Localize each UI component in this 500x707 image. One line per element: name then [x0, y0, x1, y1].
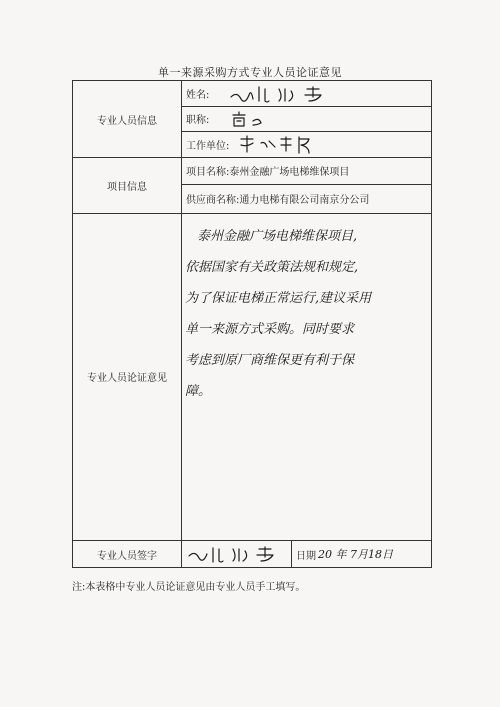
handwritten-workplace [237, 133, 327, 155]
form-title: 单一来源采购方式专业人员论证意见 [158, 66, 342, 79]
expert-info-label: 专业人员信息 [97, 115, 157, 127]
name-row [181, 81, 432, 106]
name-label: 姓名: [186, 90, 210, 101]
footnote: 注:本表格中专业人员论证意见由专业人员手工填写。 [72, 582, 306, 593]
project-name-value: 泰州金融广场电梯维保项目 [229, 167, 350, 178]
opinion-line: 为了保证电梯正常运行,建议采用 [185, 291, 372, 306]
project-info-label: 项目信息 [107, 181, 147, 193]
opinion-line: 泰州金融广场电梯维保项目, [197, 229, 358, 244]
opinion-label: 专业人员论证意见 [87, 373, 167, 384]
workplace-label: 工作单位: [186, 140, 230, 152]
signature-label: 专业人员签字 [97, 550, 157, 562]
project-name-row [181, 157, 432, 184]
opinion-line: 考虑到原厂商维保更有利于保 [185, 353, 355, 368]
supplier-row [181, 184, 432, 213]
handwritten-opinion [185, 221, 429, 533]
supplier-label: 供应商名称: [186, 195, 240, 206]
handwritten-signature [181, 540, 289, 568]
title-label: 职称: [186, 115, 210, 126]
signature-cell [181, 540, 291, 568]
opinion-line: 依据国家有关政策法规和规定, [185, 260, 359, 275]
date-cell [292, 540, 432, 568]
opinion-line: 单一来源方式采购。同时要求 [185, 322, 355, 337]
supplier-value: 通力电梯有限公司南京分公司 [239, 195, 370, 206]
project-name-label: 项目名称: [186, 167, 230, 178]
handwritten-name [225, 83, 335, 105]
title-row [181, 106, 432, 131]
expert-opinion-form [72, 80, 432, 568]
opinion-line: 障。 [185, 384, 212, 399]
date-value: 20 年 7月18日 [318, 548, 393, 561]
date-label: 日期 [296, 550, 316, 562]
workplace-row [181, 131, 432, 157]
handwritten-title [229, 109, 289, 129]
